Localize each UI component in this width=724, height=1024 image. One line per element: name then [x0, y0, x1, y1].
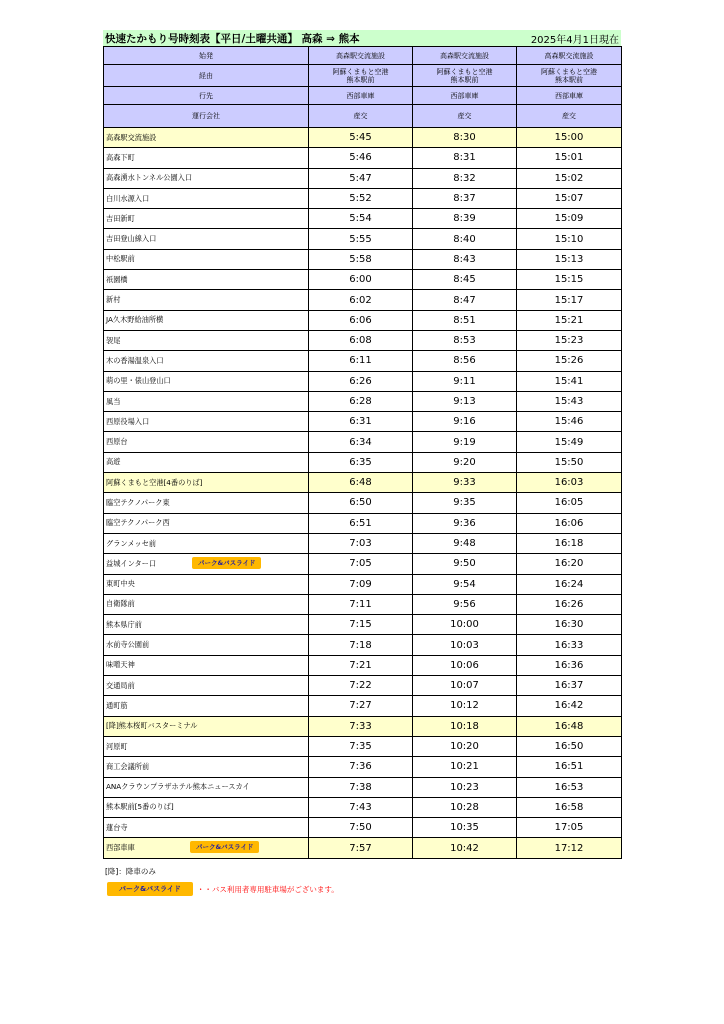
- departure-time: 5:46: [309, 148, 413, 168]
- departure-time: 15:50: [517, 452, 622, 472]
- stop-name: [104, 148, 309, 168]
- departure-time: 7:35: [309, 736, 413, 756]
- legend: [107, 882, 339, 896]
- stop-name-text: 新村: [106, 295, 121, 305]
- header-cell: 西部車庫: [517, 87, 622, 105]
- stop-row: [104, 736, 622, 756]
- stop-name-text: 高森下町: [106, 152, 135, 162]
- park-and-ride-badge: パーク&バスライド: [190, 841, 259, 853]
- departure-time: 6:31: [309, 412, 413, 432]
- stop-name: [104, 676, 309, 696]
- stop-row: [104, 351, 622, 371]
- header-row: [104, 47, 622, 65]
- header-row: [104, 65, 622, 87]
- departure-time: 6:48: [309, 473, 413, 493]
- stop-name: [104, 209, 309, 229]
- departure-time: 5:45: [309, 128, 413, 148]
- stop-name: [104, 513, 309, 533]
- stop-name-text: 吉田登山線入口: [106, 234, 157, 244]
- departure-time: 15:23: [517, 330, 622, 350]
- stop-row: [104, 574, 622, 594]
- departure-time: 7:36: [309, 757, 413, 777]
- departure-time: 5:52: [309, 188, 413, 208]
- departure-time: 6:51: [309, 513, 413, 533]
- departure-time: 16:18: [517, 533, 622, 553]
- departure-time: 5:58: [309, 249, 413, 269]
- stop-row: [104, 554, 622, 574]
- header-cell-line: 阿蘇くまもと空港: [332, 67, 389, 76]
- header-cell: 産交: [517, 105, 622, 128]
- header-label: 始発: [104, 47, 309, 65]
- departure-time: 10:21: [413, 757, 517, 777]
- departure-time: 9:20: [413, 452, 517, 472]
- stop-row: [104, 391, 622, 411]
- stop-name-text: 味噌天神: [106, 660, 135, 670]
- stop-name-text: 蓮台寺: [106, 822, 128, 832]
- timetable-body: [104, 128, 622, 859]
- departure-time: 9:16: [413, 412, 517, 432]
- departure-time: 9:56: [413, 594, 517, 614]
- stop-name-text: ANAクラウンプラザホテル熊本ニュースカイ: [106, 782, 250, 792]
- stop-row: [104, 188, 622, 208]
- stop-name-text: 商工会議所前: [106, 761, 150, 771]
- header-cell: [413, 65, 517, 87]
- header-cell-line: 熊本駅前: [450, 75, 479, 84]
- departure-time: 15:07: [517, 188, 622, 208]
- stop-name-text: 中松駅前: [106, 254, 135, 264]
- departure-time: 15:13: [517, 249, 622, 269]
- departure-time: 6:35: [309, 452, 413, 472]
- departure-time: 8:31: [413, 148, 517, 168]
- departure-time: 10:12: [413, 696, 517, 716]
- departure-time: 15:00: [517, 128, 622, 148]
- departure-time: 16:48: [517, 716, 622, 736]
- departure-time: 15:43: [517, 391, 622, 411]
- departure-time: 6:00: [309, 270, 413, 290]
- departure-time: 7:03: [309, 533, 413, 553]
- departure-time: 6:28: [309, 391, 413, 411]
- departure-time: 15:41: [517, 371, 622, 391]
- departure-time: 7:11: [309, 594, 413, 614]
- header-cell: 西部車庫: [309, 87, 413, 105]
- stop-name: [104, 452, 309, 472]
- departure-time: 9:19: [413, 432, 517, 452]
- stop-row: [104, 148, 622, 168]
- timetable-sheet: [103, 30, 621, 859]
- departure-time: 8:43: [413, 249, 517, 269]
- stop-name-text: 祇園橋: [106, 274, 128, 284]
- effective-date: 2025年4月1日現在: [530, 34, 619, 46]
- header-label: 運行会社: [104, 105, 309, 128]
- stop-name: [104, 574, 309, 594]
- departure-time: 10:18: [413, 716, 517, 736]
- departure-time: 10:20: [413, 736, 517, 756]
- timetable-header: [104, 47, 622, 128]
- departure-time: 8:47: [413, 290, 517, 310]
- stop-row: [104, 513, 622, 533]
- stop-name: [104, 615, 309, 635]
- departure-time: 7:18: [309, 635, 413, 655]
- stop-name: [104, 188, 309, 208]
- header-row: [104, 87, 622, 105]
- stop-name: [104, 493, 309, 513]
- stop-name-text: 袈尾: [106, 335, 121, 345]
- departure-time: 7:15: [309, 615, 413, 635]
- departure-time: 6:34: [309, 432, 413, 452]
- departure-time: 16:42: [517, 696, 622, 716]
- stop-name-text: 木の香湯温泉入口: [106, 355, 164, 365]
- departure-time: 7:09: [309, 574, 413, 594]
- departure-time: 15:02: [517, 168, 622, 188]
- header-cell-line: 熊本駅前: [555, 75, 583, 84]
- stop-name: [104, 838, 309, 858]
- departure-time: 15:17: [517, 290, 622, 310]
- departure-time: 17:05: [517, 818, 622, 838]
- stop-name: [104, 351, 309, 371]
- departure-time: 8:37: [413, 188, 517, 208]
- stop-name: [104, 554, 309, 574]
- stop-row: [104, 797, 622, 817]
- departure-time: 10:23: [413, 777, 517, 797]
- departure-time: 15:15: [517, 270, 622, 290]
- departure-time: 8:56: [413, 351, 517, 371]
- stop-name: [104, 270, 309, 290]
- departure-time: 8:45: [413, 270, 517, 290]
- header-row: [104, 105, 622, 128]
- departure-time: 5:47: [309, 168, 413, 188]
- stop-name: [104, 797, 309, 817]
- departure-time: 16:20: [517, 554, 622, 574]
- stop-name-text: 交通局前: [106, 680, 135, 690]
- departure-time: 10:35: [413, 818, 517, 838]
- departure-time: 16:50: [517, 736, 622, 756]
- departure-time: 16:33: [517, 635, 622, 655]
- stop-name: [104, 777, 309, 797]
- departure-time: 16:06: [517, 513, 622, 533]
- stop-name-text: 自衛隊前: [106, 599, 135, 609]
- departure-time: 5:55: [309, 229, 413, 249]
- departure-time: 9:13: [413, 391, 517, 411]
- park-and-ride-badge: パーク&バスライド: [107, 882, 193, 896]
- stop-name-text: 臨空テクノパーク西: [106, 518, 170, 528]
- header-cell: 西部車庫: [413, 87, 517, 105]
- stop-row: [104, 676, 622, 696]
- stop-name: [104, 330, 309, 350]
- departure-time: 9:36: [413, 513, 517, 533]
- departure-time: 15:26: [517, 351, 622, 371]
- stop-name-text: 熊本駅前[5番のりば]: [106, 802, 174, 812]
- departure-time: 16:58: [517, 797, 622, 817]
- departure-time: 7:05: [309, 554, 413, 574]
- stop-row: [104, 635, 622, 655]
- stop-name: [104, 290, 309, 310]
- departure-time: 6:11: [309, 351, 413, 371]
- stop-name-text: 萌の里・俵山登山口: [106, 376, 171, 386]
- departure-time: 10:00: [413, 615, 517, 635]
- stop-name-text: JA久木野給油所横: [106, 315, 164, 325]
- stop-name: [104, 757, 309, 777]
- stop-name-text: 益城インター口: [106, 558, 157, 568]
- stop-row: [104, 412, 622, 432]
- stop-row: [104, 330, 622, 350]
- drop-off-note: [降]：降車のみ: [105, 867, 156, 876]
- departure-time: 16:26: [517, 594, 622, 614]
- stop-row: [104, 757, 622, 777]
- departure-time: 16:05: [517, 493, 622, 513]
- departure-time: 9:50: [413, 554, 517, 574]
- departure-time: 16:03: [517, 473, 622, 493]
- stop-name-text: 高森湧水トンネル公園入口: [106, 173, 193, 183]
- stop-row: [104, 493, 622, 513]
- departure-time: 7:22: [309, 676, 413, 696]
- stop-row: [104, 128, 622, 148]
- departure-time: 7:38: [309, 777, 413, 797]
- departure-time: 16:37: [517, 676, 622, 696]
- header-cell: 高森駅交流施設: [413, 47, 517, 65]
- departure-time: 10:06: [413, 655, 517, 675]
- header-cell: 高森駅交流施設: [517, 47, 622, 65]
- stop-name-text: 熊本県庁前: [106, 619, 142, 629]
- stop-name: [104, 371, 309, 391]
- stop-name-text: 白川水源入口: [106, 193, 150, 203]
- stop-name-text: 西部車庫: [106, 843, 135, 853]
- stop-name: [104, 432, 309, 452]
- title-bar: [103, 30, 621, 46]
- stop-row: [104, 594, 622, 614]
- departure-time: 15:10: [517, 229, 622, 249]
- stop-row: [104, 716, 622, 736]
- timetable: [103, 46, 622, 859]
- header-cell: 産交: [413, 105, 517, 128]
- departure-time: 16:53: [517, 777, 622, 797]
- stop-row: [104, 696, 622, 716]
- stop-row: [104, 168, 622, 188]
- departure-time: 5:54: [309, 209, 413, 229]
- stop-name: [104, 249, 309, 269]
- stop-name-text: [降]熊本桜町バスターミナル: [106, 721, 198, 731]
- departure-time: 16:30: [517, 615, 622, 635]
- header-cell: [517, 65, 622, 87]
- stop-name-text: 吉田新町: [106, 213, 135, 223]
- stop-name-text: 阿蘇くまもと空港[4番のりば]: [106, 477, 203, 487]
- departure-time: 16:24: [517, 574, 622, 594]
- departure-time: 15:49: [517, 432, 622, 452]
- departure-time: 10:42: [413, 838, 517, 858]
- departure-time: 15:09: [517, 209, 622, 229]
- departure-time: 16:51: [517, 757, 622, 777]
- stop-name: [104, 594, 309, 614]
- departure-time: 7:21: [309, 655, 413, 675]
- stop-name: [104, 696, 309, 716]
- stop-row: [104, 452, 622, 472]
- stop-name-text: 風当: [106, 396, 121, 406]
- departure-time: 6:06: [309, 310, 413, 330]
- stop-name: [104, 818, 309, 838]
- stop-row: [104, 270, 622, 290]
- departure-time: 8:53: [413, 330, 517, 350]
- departure-time: 8:51: [413, 310, 517, 330]
- departure-time: 15:21: [517, 310, 622, 330]
- header-cell: [309, 65, 413, 87]
- park-and-ride-badge: パーク&バスライド: [192, 557, 261, 569]
- departure-time: 7:43: [309, 797, 413, 817]
- header-label: 経由: [104, 65, 309, 87]
- stop-name: [104, 128, 309, 148]
- stop-name-text: グランメッセ前: [106, 538, 157, 548]
- departure-time: 8:30: [413, 128, 517, 148]
- departure-time: 7:50: [309, 818, 413, 838]
- timetable-title: 快速たかもり号時刻表【平日/土曜共通】 高森 ⇒ 熊本: [105, 32, 360, 45]
- stop-name: [104, 716, 309, 736]
- departure-time: 9:54: [413, 574, 517, 594]
- stop-row: [104, 777, 622, 797]
- header-cell-line: 阿蘇くまもと空港: [541, 67, 597, 76]
- header-cell: 高森駅交流施設: [309, 47, 413, 65]
- departure-time: 10:03: [413, 635, 517, 655]
- stop-row: [104, 249, 622, 269]
- stop-name-text: 臨空テクノパーク東: [106, 497, 170, 507]
- legend-text: ・・バス利用者専用駐車場がございます。: [196, 884, 339, 894]
- stop-row: [104, 310, 622, 330]
- stop-row: [104, 290, 622, 310]
- departure-time: 17:12: [517, 838, 622, 858]
- stop-name: [104, 736, 309, 756]
- departure-time: 16:36: [517, 655, 622, 675]
- departure-time: 9:11: [413, 371, 517, 391]
- stop-row: [104, 818, 622, 838]
- stop-row: [104, 615, 622, 635]
- stop-name: [104, 473, 309, 493]
- departure-time: 10:07: [413, 676, 517, 696]
- departure-time: 10:28: [413, 797, 517, 817]
- header-label: 行先: [104, 87, 309, 105]
- stop-name: [104, 229, 309, 249]
- stop-name-text: 東町中央: [106, 579, 135, 589]
- stop-name-text: 高遊: [106, 457, 121, 467]
- stop-row: [104, 473, 622, 493]
- stop-name: [104, 655, 309, 675]
- header-cell-line: 阿蘇くまもと空港: [436, 67, 493, 76]
- stop-name: [104, 635, 309, 655]
- stop-row: [104, 533, 622, 553]
- stop-name-text: 水前寺公園前: [106, 640, 150, 650]
- departure-time: 7:57: [309, 838, 413, 858]
- stop-name: [104, 168, 309, 188]
- departure-time: 6:02: [309, 290, 413, 310]
- stop-name-text: 西原台: [106, 437, 128, 447]
- departure-time: 9:48: [413, 533, 517, 553]
- stop-row: [104, 432, 622, 452]
- stop-row: [104, 229, 622, 249]
- departure-time: 6:50: [309, 493, 413, 513]
- departure-time: 8:39: [413, 209, 517, 229]
- stop-name: [104, 533, 309, 553]
- stop-row: [104, 371, 622, 391]
- stop-name-text: 通町筋: [106, 700, 128, 710]
- stop-name-text: 西原役場入口: [106, 416, 150, 426]
- header-cell: 産交: [309, 105, 413, 128]
- departure-time: 9:33: [413, 473, 517, 493]
- stop-name-text: 高森駅交流施設: [106, 132, 157, 142]
- stop-row: [104, 838, 622, 858]
- departure-time: 8:32: [413, 168, 517, 188]
- departure-time: 15:01: [517, 148, 622, 168]
- departure-time: 7:33: [309, 716, 413, 736]
- departure-time: 6:08: [309, 330, 413, 350]
- stop-name-text: 河原町: [106, 741, 128, 751]
- departure-time: 7:27: [309, 696, 413, 716]
- departure-time: 8:40: [413, 229, 517, 249]
- header-cell-line: 熊本駅前: [346, 75, 375, 84]
- stop-name: [104, 391, 309, 411]
- stop-row: [104, 655, 622, 675]
- departure-time: 9:35: [413, 493, 517, 513]
- departure-time: 15:46: [517, 412, 622, 432]
- stop-name: [104, 310, 309, 330]
- stop-name: [104, 412, 309, 432]
- stop-row: [104, 209, 622, 229]
- departure-time: 6:26: [309, 371, 413, 391]
